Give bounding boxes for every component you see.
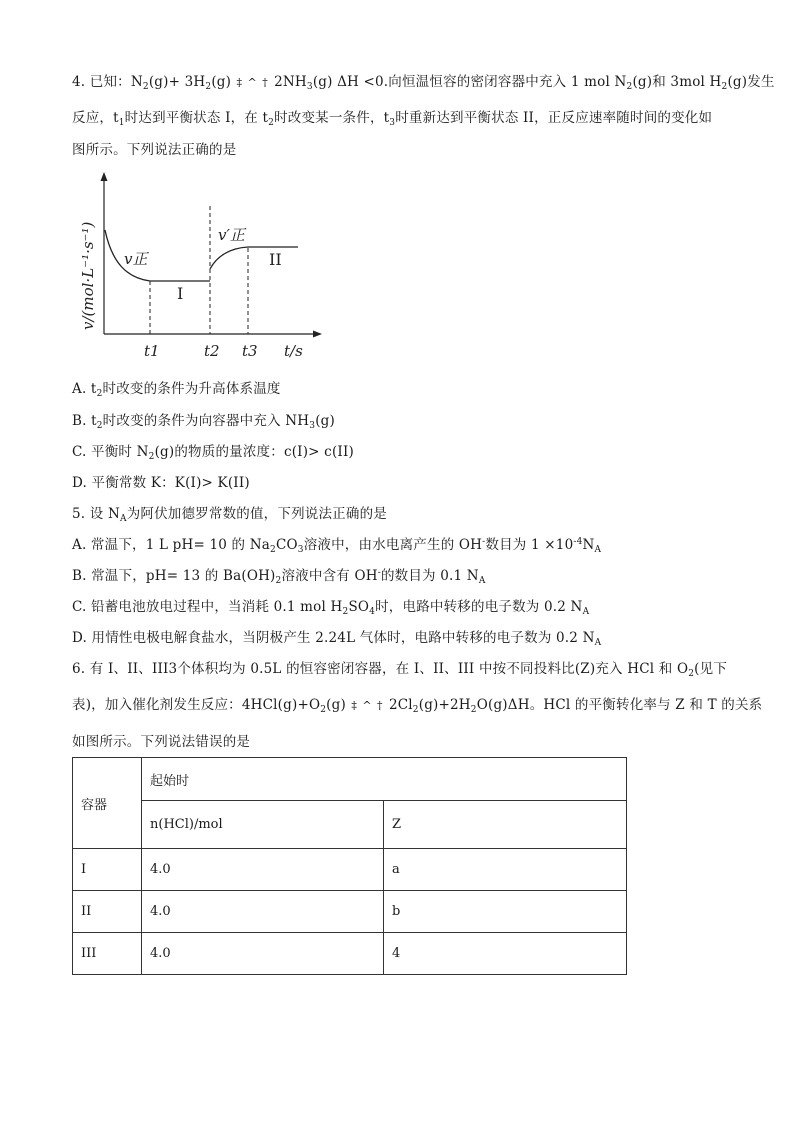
q5-option-a xyxy=(72,536,601,554)
row-container: I xyxy=(73,849,142,891)
tick-t3: t3 xyxy=(242,342,258,360)
subscript: 2 xyxy=(270,545,276,555)
tick-t1: t1 xyxy=(144,342,160,360)
q4-option-c xyxy=(72,443,354,461)
q5-text: 为阿伏加德罗常数的值，下列说法正确的是 xyxy=(126,506,387,522)
x-axis-arrow-icon xyxy=(313,331,322,338)
row-nhcl: 4.0 xyxy=(142,933,384,975)
subscript: A xyxy=(594,545,602,555)
q6-line3: 如图所示。下列说法错误的是 xyxy=(72,734,251,750)
subscript: 2 xyxy=(320,705,327,715)
x-axis-label: t/s xyxy=(284,342,303,360)
row-nhcl: 4.0 xyxy=(142,849,384,891)
subscript: 2 xyxy=(721,82,728,92)
q6-text: (见下 xyxy=(694,661,728,677)
subscript: A xyxy=(582,607,590,617)
q6-line2 xyxy=(72,696,762,715)
option-text: 溶液中，由水电离产生的 OH xyxy=(303,537,483,553)
option-text: B. 常温下，pH= 13 的 Ba(OH) xyxy=(72,568,276,584)
option-text: 数目为 1 ×10 xyxy=(485,537,574,553)
row-z: a xyxy=(384,849,627,891)
q6-text: O(g)ΔH。HCl 的平衡转化率与 Z 和 T 的关系 xyxy=(476,697,763,713)
subscript: 3 xyxy=(297,545,304,555)
v-forward-prime-curve xyxy=(210,247,298,269)
q6-text: (g)+2H xyxy=(418,697,471,713)
subscript: 3 xyxy=(306,82,313,92)
row-container: III xyxy=(73,933,142,975)
option-text: 溶液中含有 OH xyxy=(281,568,378,584)
region-I-label: I xyxy=(177,284,184,303)
option-text: C. 平衡时 N xyxy=(72,444,149,460)
header-start: 起始时 xyxy=(142,758,627,801)
subscript: 2 xyxy=(412,705,419,715)
option-text: A. t xyxy=(72,381,97,397)
option-text: 的数目为 0.1 N xyxy=(380,568,479,584)
q4-option-a xyxy=(72,380,281,398)
option-text: 时改变的条件为升高体系温度 xyxy=(102,381,281,397)
option-text: CO xyxy=(275,537,298,553)
q5-option-c xyxy=(72,598,589,616)
row-nhcl: 4.0 xyxy=(142,891,384,933)
subscript: 3 xyxy=(389,118,396,128)
option-text: C. 铅蓄电池放电过程中，当消耗 0.1 mol H xyxy=(72,599,343,615)
container-table xyxy=(72,757,627,975)
subscript: 2 xyxy=(96,421,103,431)
q4-text: 4. 已知：N xyxy=(72,74,143,90)
q4-text: (g)+ 3H xyxy=(148,74,206,90)
option-text: A. 常温下，1 L pH= 10 的 Na xyxy=(72,537,271,553)
table-row xyxy=(73,933,627,975)
q4-option-d xyxy=(72,474,250,492)
option-text: (g) xyxy=(315,413,335,429)
equilibrium-arrow-icon: ‡ ^ † xyxy=(351,699,384,712)
subscript: 2 xyxy=(96,389,103,399)
option-text: B. t xyxy=(72,413,97,429)
q4-line2 xyxy=(72,109,712,127)
subscript: 3 xyxy=(309,421,316,431)
q4-text: (g)和 3mol H xyxy=(632,74,722,90)
q4-text: 时改变某一条件，t xyxy=(274,110,390,126)
q4-text: (g)发生 xyxy=(727,74,775,90)
subscript: 2 xyxy=(142,82,149,92)
q4-text: (g) xyxy=(211,74,232,90)
option-text: D. 平衡常数 K：K(I)> K(II) xyxy=(72,475,250,491)
q4-text: 反应，t xyxy=(72,110,119,126)
q4-text: 时达到平衡状态 I，在 t xyxy=(124,110,269,126)
q6-text: 表)，加入催化剂发生反应：4HCl(g)+O xyxy=(72,697,321,713)
y-axis-label: v/(mol·L⁻¹·s⁻¹) xyxy=(79,221,97,330)
option-text: SO xyxy=(348,599,370,615)
option-text: 时改变的条件为向容器中充入 NH xyxy=(102,413,310,429)
row-z: 4 xyxy=(384,933,627,975)
table-row xyxy=(73,849,627,891)
curve2-label: v′正 xyxy=(218,226,245,244)
q5-text: 5. 设 N xyxy=(72,506,120,522)
subscript: 2 xyxy=(268,118,275,128)
option-text: D. 用情性电极电解食盐水，当阴极产生 2.24L 气体时，电路中转移的电子数为 0.2 N xyxy=(72,630,595,646)
option-text: 时，电路中转移的电子数为 0.2 N xyxy=(375,599,583,615)
rate-time-graph xyxy=(72,168,332,368)
subscript: 2 xyxy=(148,452,155,462)
subscript: A xyxy=(119,514,127,524)
q4-line1 xyxy=(72,73,775,92)
q4-text: (g) ΔH <0.向恒温恒容的密闭容器中充入 1 mol N xyxy=(312,74,627,90)
q6-text: 6. 有 I、II、III3个体积均为 0.5L 的恒容密闭容器，在 I、II、III 中按不同投料比(Z)充入 HCl 和 O xyxy=(72,661,689,677)
header-container: 容器 xyxy=(73,758,142,849)
subscript: 2 xyxy=(626,82,633,92)
q4-line3: 图所示。下列说法正确的是 xyxy=(72,142,237,158)
option-text: N xyxy=(582,537,595,553)
region-II-label: II xyxy=(269,250,282,269)
q6-line1 xyxy=(72,660,727,678)
header-z: Z xyxy=(384,801,627,849)
header-nhcl: n(HCl)/mol xyxy=(142,801,384,849)
row-container: II xyxy=(73,891,142,933)
q4-option-b xyxy=(72,412,335,430)
subscript: 1 xyxy=(118,118,125,128)
subscript: 2 xyxy=(470,705,477,715)
equilibrium-arrow-icon: ‡ ^ † xyxy=(236,76,269,89)
subscript: A xyxy=(594,638,602,648)
q5-option-b xyxy=(72,567,486,585)
subscript: 2 xyxy=(342,607,349,617)
superscript: -4 xyxy=(573,537,583,547)
q4-text: 2NH xyxy=(274,74,307,90)
subscript: A xyxy=(478,576,486,586)
q5-stem xyxy=(72,505,387,523)
q6-text: (g) xyxy=(326,697,346,713)
table-row xyxy=(73,891,627,933)
option-text: (g)的物质的量浓度：c(I)> c(II) xyxy=(154,444,354,460)
curve1-label: v正 xyxy=(124,250,148,268)
subscript: 2 xyxy=(275,576,282,586)
superscript: - xyxy=(482,537,486,547)
y-axis-arrow-icon xyxy=(101,172,108,181)
q4-text: 时重新达到平衡状态 II，正反应速率随时间的变化如 xyxy=(395,110,713,126)
subscript: 4 xyxy=(369,607,376,617)
tick-t2: t2 xyxy=(204,342,220,360)
q6-text: 2Cl xyxy=(388,697,413,713)
superscript: - xyxy=(377,568,381,578)
subscript: 2 xyxy=(688,669,695,679)
v-forward-curve xyxy=(105,230,210,281)
subscript: 2 xyxy=(205,82,212,92)
row-z: b xyxy=(384,891,627,933)
q5-option-d xyxy=(72,629,601,647)
